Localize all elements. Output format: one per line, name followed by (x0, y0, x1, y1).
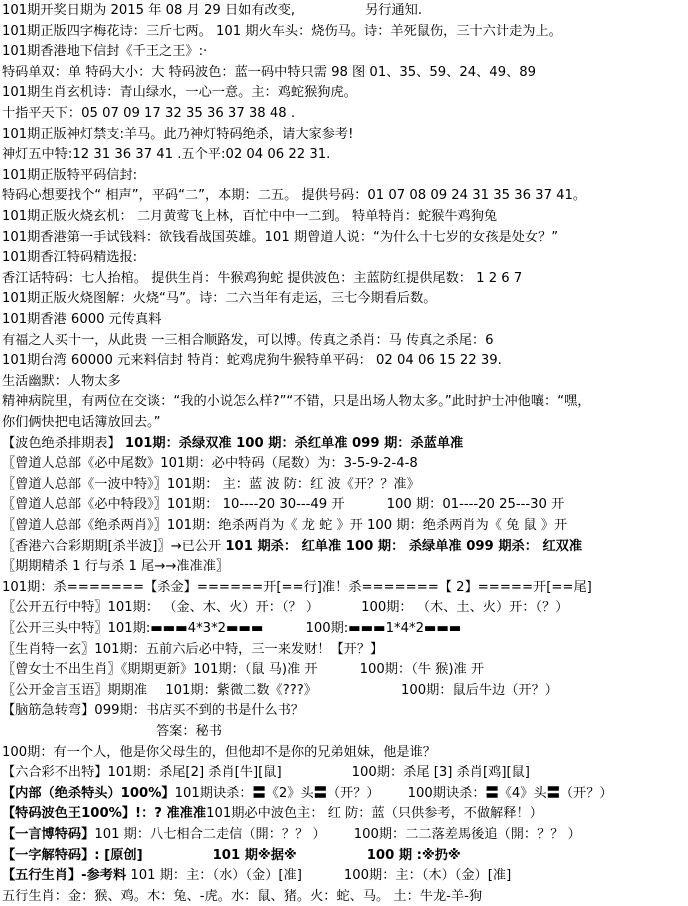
text-line (2, 537, 582, 556)
text-segment: 101期正版神灯禁支:羊马。此乃神灯特码绝杀，请大家参考! (2, 126, 354, 142)
text-segment: 〖期期精杀 1 行与杀 1 尾→→准准准〗 (2, 559, 230, 575)
text-segment: 特码单双：单 特码大小：大 特码波色：蓝一码中特只需 98 图 01、35、59、24、49、89 (2, 64, 537, 80)
text-segment: 101期香港地下信封《千王之王》:· (2, 44, 208, 60)
text-line (2, 454, 418, 473)
text-segment: 1*4*2 (385, 621, 425, 636)
text-segment: 101期台湾 60000 元来料信封 特肖：蛇鸡虎狗牛猴特单平码： 02 04 06 15 22 39. (2, 353, 502, 369)
text-line (2, 289, 436, 308)
text-line (2, 104, 295, 123)
text-segment: ▬▬▬ (348, 621, 386, 636)
text-line (2, 784, 613, 803)
text-segment: 〖公开金言玉语〗期期准 (2, 682, 152, 698)
text-line (2, 42, 207, 61)
text-segment: 《2》头 (265, 785, 314, 801)
text-line (2, 63, 536, 82)
text-segment: 【脑筋急转弯】099期：书店买不到的书是什么书？ (2, 703, 305, 719)
text-segment: 101期正版火烧玄机： 二月黄莺飞上林，百忙中中一二到。 特单特肖：蛇猴牛鸡狗兔 (2, 209, 498, 224)
text-line (2, 557, 229, 576)
text-segment: 100期: (305, 621, 349, 636)
text-line (2, 743, 436, 762)
text-line (2, 248, 137, 267)
text-segment: 〖曾女士不出生肖〗《期期更新》101期：（鼠 马)准 开 (2, 662, 318, 678)
text-line (2, 372, 121, 391)
text-segment: 【一言博特码】 (2, 827, 95, 842)
text-line (2, 681, 558, 700)
text-segment: ▬▬▬ (424, 621, 462, 636)
text-segment: 〖曾道人总部《必中特段》〗101期： 10----20 30---49 开 (2, 497, 345, 513)
text-segment: 100期：杀尾 [3] 杀肖[鸡][鼠] (351, 765, 530, 781)
text-line (2, 125, 353, 144)
text-line (2, 392, 590, 411)
text-segment: 有福之人买十一，从此贵 一三相合顺路发，可以博。传真之杀肖：马 传真之杀尾：6 (2, 332, 494, 348)
text-segment: 101期：杀=======【杀金】======开[==行]准！杀=======【 2】=====开[==尾] (2, 579, 592, 595)
text-line (2, 866, 511, 885)
text-line (2, 310, 161, 329)
text-segment: 101期香港 6000 元传真料 (2, 312, 162, 327)
text-line (2, 166, 137, 185)
text-line (2, 145, 330, 164)
text-line (2, 186, 586, 205)
text-line (2, 578, 592, 597)
text-line (2, 722, 222, 741)
text-segment: 〓 (313, 785, 327, 801)
text-segment: 五行生肖：金：猴、鸡。木：兔、-虎。水：鼠、猪。火：蛇、马。 土：牛龙-羊-狗 (2, 888, 483, 904)
text-line (2, 640, 383, 659)
text-segment: 〓 (252, 785, 266, 801)
text-line (2, 1, 422, 20)
text-segment: 另行通知. (365, 3, 423, 18)
text-line (2, 228, 558, 247)
text-segment: 精神病院里，有两位在交谈：“我的小说怎么样?”“不错，只是出场人物太多。”此时护士冲他嚷：“嘿， (2, 394, 591, 410)
text-line (2, 207, 497, 226)
text-line (2, 804, 543, 823)
text-segment: 〖曾道人总部《一波中特》〗101期： 主：蓝 波 防：红 波《开？？准》 (2, 476, 420, 492)
text-segment: 〓 (485, 785, 499, 801)
text-line (2, 434, 463, 453)
text-segment: 〖生肖特一玄〗101期：五前六后必中特，三一来发财！【开？】 (2, 641, 384, 657)
text-line (2, 825, 581, 844)
text-segment: 101期：紫微二数《???》 (165, 682, 317, 698)
text-segment: 101期诀杀： (174, 785, 253, 801)
text-segment: 〖公开五行中特〗101期： （金、木、火）开：（？ ） (2, 600, 320, 616)
text-segment: 《4》头 (498, 785, 547, 801)
text-segment: 100期：二二落差馬後追（開：？？ ） (353, 827, 581, 842)
text-segment: 100期：鼠后牛边（开？） (400, 682, 558, 698)
text-segment: ▬▬▬ (226, 621, 264, 636)
text-segment: 101期正版四字梅花诗：三斤七两。 101 期火车头：烧伤马。诗：羊死鼠伤，三十六计走为上。 (2, 23, 562, 39)
text-line (2, 619, 461, 638)
text-line (2, 701, 304, 720)
text-segment: 特码心想要找个“ 相声”，平码“二”，本期：二五。 提供号码：01 07 08 09 24 31 35 36 37 41。 (2, 188, 587, 204)
text-line (2, 763, 530, 782)
text-segment: 【特码波色王100%】!：? 准准准 (2, 806, 207, 822)
text-line (2, 495, 564, 514)
text-segment: 100期： （木、土、火）开：（？） (361, 600, 569, 616)
text-segment: 101期必中波色主： 红 防：蓝（只供参考，不做解释！） (206, 806, 543, 822)
text-line (2, 22, 562, 41)
text-segment: 101期香江特码精选报: (2, 250, 138, 266)
text-segment: 101期：杀绿双准 100 期：杀红单准 099 期：杀蓝单准 (124, 435, 464, 451)
text-segment: 〖公开三头中特〗101期: (2, 621, 151, 636)
text-segment: 100期：主：（木）（金）[准] (343, 868, 512, 884)
text-segment: 100期：（牛 猴)准 开 (359, 662, 485, 678)
text-segment: 100期诀杀： (407, 785, 486, 801)
text-segment: 100 期：01----20 25---30 开 (386, 497, 565, 513)
text-line (2, 887, 482, 906)
text-segment: （开？） (326, 785, 380, 801)
text-segment: 【五行生肖】-参考料 (2, 868, 127, 884)
text-segment: 101期正版火烧图解：火烧“马”。诗：二六当年有走运，三七今期看后数。 (2, 291, 437, 307)
text-segment: 【六合彩不出特】101期：杀尾[2] 杀肖[牛][鼠] (2, 765, 282, 781)
text-line (2, 598, 568, 617)
text-segment: 香江话特码：七人抬棺。 提供生肖：牛猴鸡狗蛇 提供波色：主蓝防红提供尾数： 1 2 6 7 (2, 270, 523, 286)
text-segment: 100期：有一个人，他是你父母生的，但他却不是你的兄弟姐妹，他是谁？ (2, 744, 436, 760)
text-segment: 101 期：主：（水）（金）[准] (126, 868, 302, 884)
text-segment: 101期生肖玄机诗：青山绿水，一心一意。主：鸡蛇猴狗虎。 (2, 85, 357, 101)
text-segment: 十指平天下：05 07 09 17 32 35 36 37 38 48 . (2, 106, 296, 121)
text-segment: 生活幽默：人物太多 (2, 373, 121, 389)
text-line (2, 269, 522, 288)
text-segment: 答案：秘书 (156, 724, 222, 739)
text-segment: ▬▬▬ (150, 621, 188, 636)
text-segment: 101期正版特平码信封: (2, 167, 138, 183)
text-segment: 101 期※据※ (212, 847, 297, 863)
text-segment: 101 期杀： 红单准 100 期： 杀绿单准 099 期杀： 红双准 (225, 538, 583, 554)
text-line (2, 413, 160, 432)
text-segment: 〖曾道人总部《绝杀两肖》〗101期：绝杀两肖为《 龙 蛇 》开 100 期：绝杀两肖为《 兔 鼠 》开 (2, 518, 568, 533)
text-segment: 【一字解特码】: [原创] (2, 847, 143, 863)
text-segment: （开？） (559, 785, 613, 801)
text-segment: 100 期 :※扔※ (366, 847, 461, 863)
text-segment: 101期香港第一手试钱料：欲钱看战国英雄。101 期曾道人说：“为什么十七岁的女孩是处女？” (2, 229, 559, 245)
text-line (2, 846, 461, 865)
text-segment: 【波色绝杀排期表】 (2, 435, 125, 451)
text-line (2, 660, 484, 679)
text-segment: 【内部（绝杀特头）100%】 (2, 785, 175, 801)
text-segment: 神灯五中特:12 31 36 37 41 .五个平:02 04 06 22 31. (2, 147, 331, 163)
text-segment: 你们俩快把电话簿放回去。” (2, 415, 161, 430)
text-segment: 〓 (546, 785, 560, 801)
text-line (2, 83, 357, 102)
text-segment: 〖曾道人总部《必中尾数》101期：必中特码（尾数）为：3-5-9-2-4-8 (2, 456, 418, 472)
text-line (2, 475, 420, 494)
text-segment: 〖香港六合彩期期[杀半波]〗→已公开 (2, 538, 226, 554)
text-segment: 101期开奖日期为 2015 年 08 月 29 日如有改变, (2, 3, 296, 18)
text-line (2, 331, 494, 350)
text-line (2, 516, 567, 535)
text-line (2, 351, 502, 370)
text-segment: 101 期：八七相合二走信（開：？？ ） (94, 827, 326, 842)
text-segment: 4*3*2 (187, 621, 227, 636)
